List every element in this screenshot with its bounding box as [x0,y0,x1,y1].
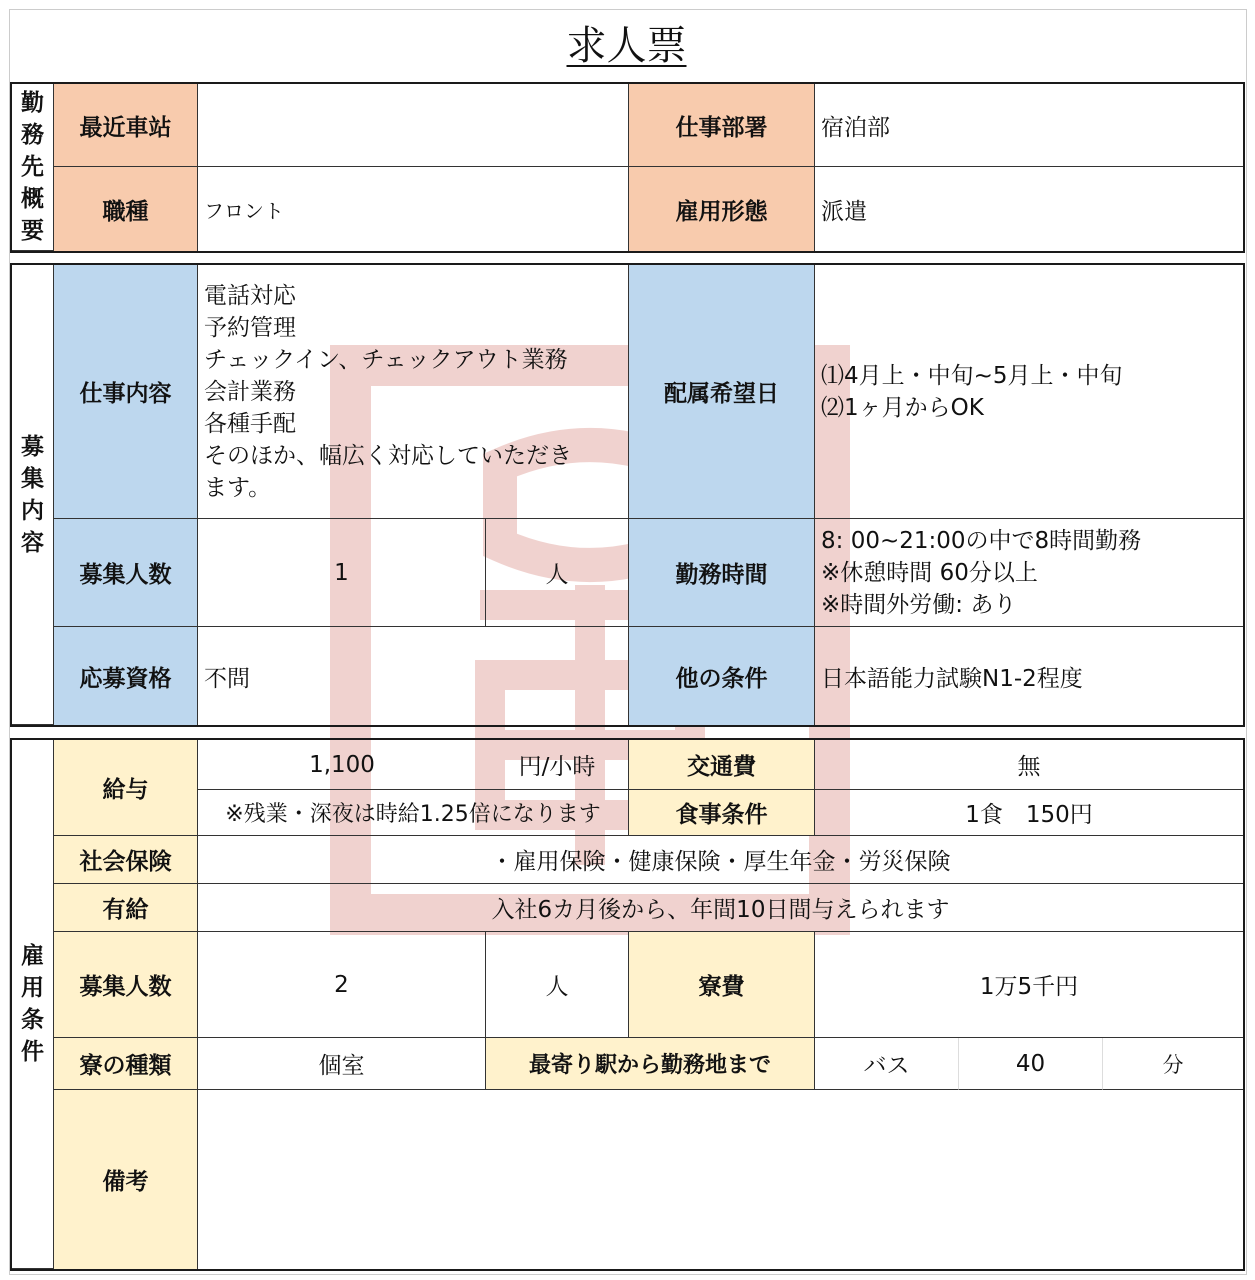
label-salary: 給与 [54,740,198,836]
side-label-workplace: 勤 務 先 概 要 [12,84,54,251]
value-meal: 1食 150円 [815,790,1243,836]
start-line: ⑴4月上・中旬~5月上・中旬 [821,362,1123,389]
value-recruit-count-2: 2 [198,932,486,1038]
duty-line: 予約管理 [204,314,296,341]
unit-recruit-count-2: 人 [486,932,629,1038]
label-commute: 最寄り駅から勤務地まで [486,1038,815,1090]
label-remarks: 備考 [54,1090,198,1269]
value-dorm-type: 個室 [198,1038,486,1090]
duty-line: チェックイン、チェックアウト業務 [204,346,568,373]
value-transport: 無 [815,740,1243,790]
value-other-conditions: 日本語能力試験N1-2程度 [821,665,1083,692]
duty-line: そのほか、幅広く対応していただき [204,442,572,469]
section-workplace-overview [10,82,1245,253]
label-department: 仕事部署 [629,84,815,167]
label-transport: 交通費 [629,740,815,790]
duty-line: ます。 [204,474,272,501]
hours-line: ※休憩時間 60分以上 [821,559,1038,586]
page-title: 求人票 [566,23,687,69]
value-remarks [198,1090,1243,1269]
label-qualification: 応募資格 [54,627,198,725]
value-qualification: 不問 [198,627,629,725]
side-label-recruitment: 募 集 内 容 [12,265,54,725]
value-commute-mode: バス [815,1038,959,1090]
label-employment-type: 雇用形態 [629,167,815,251]
salary-note: ※残業・深夜は時給1.25倍になります [198,790,629,836]
label-recruit-count-2: 募集人数 [54,932,198,1038]
label-dorm-fee: 寮費 [629,932,815,1038]
value-start-date [815,265,1243,519]
value-department: 宿泊部 [815,84,1243,167]
label-job-type: 職種 [54,167,198,251]
value-job-duties [198,265,629,519]
label-work-hours: 勤務時間 [629,519,815,627]
value-nearest-station [198,84,629,167]
section-recruitment-details [10,263,1245,727]
label-start-date: 配属希望日 [629,265,815,519]
hours-line: 8: 00~21:00の中で8時間勤務 [821,527,1142,554]
label-dorm-type: 寮の種類 [54,1038,198,1090]
duty-line: 各種手配 [204,410,296,437]
value-employment-type: 派遣 [821,198,867,225]
value-dorm-fee: 1万5千円 [815,932,1243,1038]
value-work-hours [815,519,1243,627]
unit-commute-time: 分 [1103,1038,1243,1090]
label-recruit-count: 募集人数 [54,519,198,627]
unit-recruit-count: 人 [486,519,629,627]
label-meal: 食事条件 [629,790,815,836]
label-paid-leave: 有給 [54,884,198,932]
value-commute-time: 40 [959,1038,1103,1090]
section-employment-conditions [10,738,1245,1271]
value-social-insurance: ・雇用保険・健康保険・厚生年金・労災保険 [198,836,1243,884]
unit-salary: 円/小時 [486,740,629,790]
value-paid-leave: 入社6カ月後から、年間10日間与えられます [198,884,1243,932]
value-salary: 1,100 [198,740,486,790]
start-line: ⑵1ヶ月からOK [821,394,984,421]
side-label-employment: 雇 用 条 件 [12,740,54,1269]
duty-line: 電話対応 [204,282,296,309]
value-job-type: フロント [198,167,629,251]
hours-line: ※時間外労働: あり [821,591,1017,618]
label-nearest-station: 最近車站 [54,84,198,167]
value-recruit-count: 1 [198,519,486,627]
duty-line: 会計業務 [204,378,296,405]
label-social-insurance: 社会保険 [54,836,198,884]
label-job-duties: 仕事内容 [54,265,198,519]
label-other-conditions: 他の条件 [629,627,815,725]
